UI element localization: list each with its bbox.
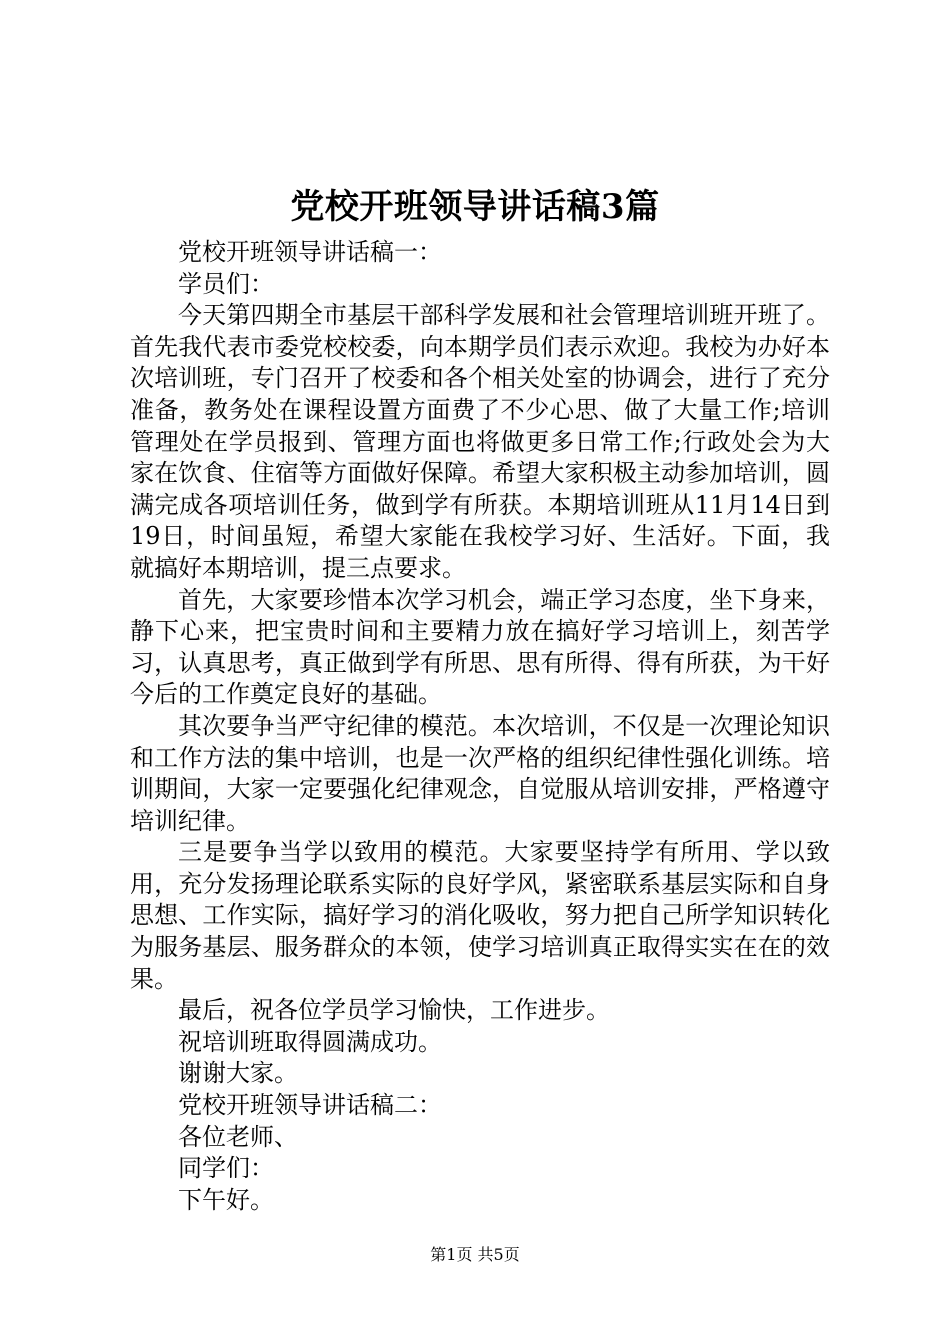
paragraph-second-requirement: 其次要争当严守纪律的模范。本次培训，不仅是一次理论知识和工作方法的集中培训，也是一次严格的组织纪律性强化训练。培训期间，大家一定要强化纪律观念，自觉服从培训安排，严格遵守培训纪律。 xyxy=(130,711,830,835)
paragraph-greeting-teachers: 各位老师、 xyxy=(178,1122,298,1151)
paragraph-speech-two-heading: 党校开班领导讲话稿二： xyxy=(178,1091,442,1120)
paragraph-salutation: 学员们： xyxy=(178,269,274,298)
page-title: 党校开班领导讲话稿3篇 xyxy=(290,187,660,227)
paragraph-first-requirement: 首先，大家要珍惜本次学习机会，端正学习态度，坐下身来，静下心来，把宝贵时间和主要精力放在搞好学习培训上，刻苦学习，认真思考，真正做到学有所思、思有所得、得有所获，为干好今后的工作奠定良好的基础。 xyxy=(130,585,830,709)
paragraph-success-wish: 祝培训班取得圆满成功。 xyxy=(178,1027,442,1056)
paragraph-greeting-students: 同学们： xyxy=(178,1154,274,1183)
paragraph-third-requirement: 三是要争当学以致用的模范。大家要坚持学有所用、学以致用，充分发扬理论联系实际的良好学风，紧密联系基层实际和自身思想、工作实际，搞好学习的消化吸收，努力把自己所学知识转化为服务基层、服务群众的本领，使学习培训真正取得实实在在的效果。 xyxy=(130,838,830,993)
page-number-footer: 第1页 共5页 xyxy=(430,1245,520,1264)
paragraph-opening: 今天第四期全市基层干部科学发展和社会管理培训班开班了。首先我代表市委党校校委，向本期学员们表示欢迎。我校为办好本次培训班，专门召开了校委和各个相关处室的协调会，进行了充分准备，教务处在课程设置方面费了不少心思、做了大量工作;培训管理处在学员报到、管理方面也将做更多日常工作;行政处会为大家在饮食、住宿等方面做好保障。希望大家积极主动参加培训，圆满完成各项培训任务，做到学有所获。本期培训班从11月14日到19日，时间虽短，希望大家能在我校学习好、生活好。下面，我就搞好本期培训，提三点要求。 xyxy=(130,301,830,582)
document-body xyxy=(130,237,830,1216)
paragraph-thanks: 谢谢大家。 xyxy=(178,1059,298,1088)
paragraph-good-afternoon: 下午好。 xyxy=(178,1185,274,1214)
paragraph-speech-one-heading: 党校开班领导讲话稿一： xyxy=(178,238,442,266)
paragraph-closing-wishes: 最后，祝各位学员学习愉快，工作进步。 xyxy=(178,996,610,1025)
